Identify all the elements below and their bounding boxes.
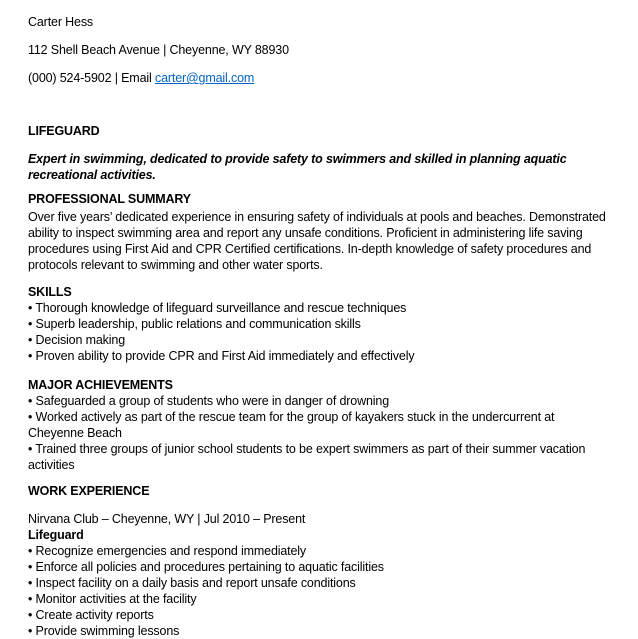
employer-line: Nirvana Club – Cheyenne, WY | Jul 2010 – Present	[28, 512, 306, 526]
title-section	[28, 123, 612, 183]
achievements-heading: MAJOR ACHIEVEMENTS	[28, 378, 173, 392]
bullet-item: • Trained three groups of junior school students to be expert swimmers as part of their summer vacation activities	[28, 442, 586, 472]
professional-summary-section	[28, 191, 612, 273]
professional-summary-heading: PROFESSIONAL SUMMARY	[28, 192, 191, 206]
role-title: Lifeguard	[28, 528, 84, 542]
achievements-list	[28, 393, 612, 473]
work-experience-heading: WORK EXPERIENCE	[28, 484, 150, 498]
achievements-section	[28, 377, 612, 473]
bullet-item: • Safeguarded a group of students who were in danger of drowning	[28, 394, 389, 408]
work-experience-list	[28, 543, 612, 639]
bullet-item: • Superb leadership, public relations and communication skills	[28, 317, 361, 331]
email-link[interactable]: carter@gmail.com	[154, 71, 255, 85]
job-title-heading: LIFEGUARD	[28, 124, 100, 138]
professional-summary-body: Over five years’ dedicated experience in ensuring safety of individuals at pools and beaches. Demonstrated ability to inspect swimming area and report any unsafe conditions. Proficient in administering life saving procedures using First Aid and CPR Certified certifications. In-depth knowledge of safety procedures and protocols relevant to swimming and other water sports.	[28, 210, 606, 272]
candidate-name: Carter Hess	[28, 15, 94, 29]
bullet-item: • Worked actively as part of the rescue team for the group of kayakers stuck in the undercurrent at Cheyenne Beach	[28, 410, 555, 440]
bullet-item: • Enforce all policies and procedures pertaining to aquatic facilities	[28, 560, 384, 574]
tagline: Expert in swimming, dedicated to provide safety to swimmers and skilled in planning aquatic recreational activities.	[28, 152, 567, 182]
work-experience-section	[28, 483, 612, 639]
bullet-item: • Decision making	[28, 333, 126, 347]
bullet-item: • Monitor activities at the facility	[28, 592, 197, 606]
bullet-item: • Create activity reports	[28, 608, 154, 622]
bullet-item: • Inspect facility on a daily basis and report unsafe conditions	[28, 576, 356, 590]
skills-list	[28, 300, 612, 364]
bullet-item: • Proven ability to provide CPR and First Aid immediately and effectively	[28, 349, 415, 363]
address-line: 112 Shell Beach Avenue | Cheyenne, WY 88930	[28, 43, 289, 57]
skills-heading: SKILLS	[28, 285, 72, 299]
contact-block	[28, 14, 612, 86]
bullet-item: • Recognize emergencies and respond immediately	[28, 544, 307, 558]
phone-and-email-label: (000) 524-5902 | Email	[28, 71, 152, 85]
bullet-item: • Provide swimming lessons	[28, 624, 180, 638]
skills-section	[28, 284, 612, 364]
bullet-item: • Thorough knowledge of lifeguard surveillance and rescue techniques	[28, 301, 407, 315]
phone-email-line	[28, 70, 612, 86]
